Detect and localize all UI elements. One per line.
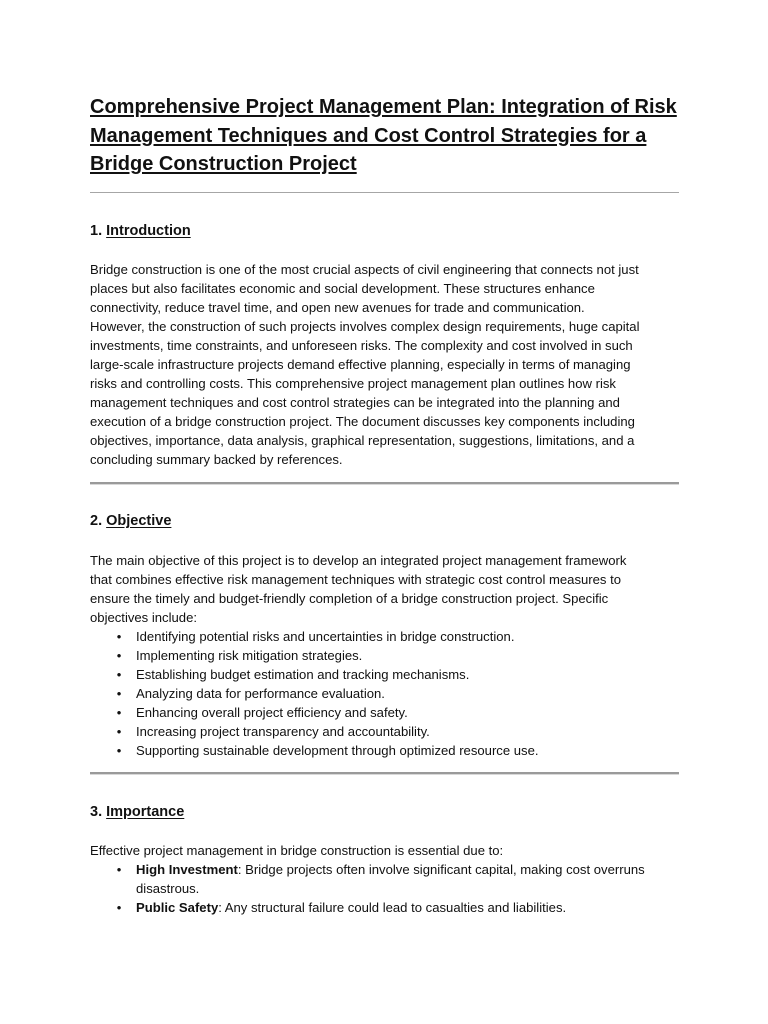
introduction-paragraph xyxy=(90,260,680,469)
section-heading-importance xyxy=(90,802,184,822)
objective-bullet-list xyxy=(90,627,680,760)
paragraph-line: Effective project management in bridge construction is essential due to: xyxy=(90,843,504,858)
section-number: 2. xyxy=(90,513,103,529)
bullet-icon: • xyxy=(116,743,122,758)
section-heading-introduction xyxy=(90,221,191,241)
bullet-icon: • xyxy=(116,648,122,663)
bullet-text: Increasing project transparency and accountability. xyxy=(136,724,430,739)
section-number: 1. xyxy=(90,223,103,239)
list-item xyxy=(90,684,680,703)
section-heading-objective xyxy=(90,511,171,531)
paragraph-line: large-scale infrastructure projects demand effective planning, especially in terms of managing xyxy=(90,357,631,372)
section-title: Importance xyxy=(106,804,185,820)
title-line: Management Techniques and Cost Control Strategies for a xyxy=(90,124,647,147)
section-title: Introduction xyxy=(106,223,191,239)
importance-paragraph xyxy=(90,841,680,860)
bullet-icon: • xyxy=(116,705,122,720)
list-item xyxy=(90,860,680,898)
paragraph-line: objectives, importance, data analysis, graphical representation, suggestions, limitations, and a xyxy=(90,433,635,448)
bullet-text: Establishing budget estimation and tracking mechanisms. xyxy=(136,667,470,682)
bullet-icon: • xyxy=(116,724,122,739)
title-divider xyxy=(90,192,679,193)
objective-paragraph xyxy=(90,551,680,627)
paragraph-line: that combines effective risk management techniques with strategic cost control measures to xyxy=(90,572,622,587)
list-item xyxy=(90,665,680,684)
bullet-term: High Investment xyxy=(136,862,238,877)
paragraph-line: risks and controlling costs. This comprehensive project management plan outlines how risk xyxy=(90,376,616,391)
list-item xyxy=(90,741,680,760)
list-item xyxy=(90,722,680,741)
bullet-term: Public Safety xyxy=(136,900,219,915)
section-title: Objective xyxy=(106,513,172,529)
list-item xyxy=(90,627,680,646)
bullet-icon: • xyxy=(116,629,122,644)
paragraph-line: places but also facilitates economic and social development. These structures enhance xyxy=(90,281,595,296)
bullet-text: Enhancing overall project efficiency and safety. xyxy=(136,705,408,720)
title-line: Bridge Construction Project xyxy=(90,153,357,175)
bullet-icon: • xyxy=(116,686,122,701)
bullet-text-continuation: disastrous. xyxy=(136,881,200,896)
section-divider xyxy=(90,772,679,774)
bullet-text xyxy=(136,898,680,917)
importance-bullet-list xyxy=(90,860,680,917)
list-item xyxy=(90,703,680,722)
paragraph-line: However, the construction of such projects involves complex design requirements, huge capital xyxy=(90,319,640,334)
paragraph-line: ensure the timely and budget-friendly completion of a bridge construction project. Specific xyxy=(90,591,609,606)
bullet-description: : Any structural failure could lead to casualties and liabilities. xyxy=(218,900,567,915)
document-title xyxy=(90,93,690,179)
paragraph-line: connectivity, reduce travel time, and open new avenues for trade and communication. xyxy=(90,300,585,315)
bullet-icon: • xyxy=(116,667,122,682)
paragraph-line: execution of a bridge construction project. The document discusses key components including xyxy=(90,414,635,429)
bullet-text xyxy=(136,860,680,879)
paragraph-line: The main objective of this project is to develop an integrated project management framework xyxy=(90,553,627,568)
bullet-text: Implementing risk mitigation strategies. xyxy=(136,648,363,663)
list-item xyxy=(90,646,680,665)
list-item xyxy=(90,898,680,917)
bullet-text: Identifying potential risks and uncertainties in bridge construction. xyxy=(136,629,515,644)
paragraph-line: Bridge construction is one of the most crucial aspects of civil engineering that connects not just xyxy=(90,262,639,277)
section-number: 3. xyxy=(90,804,103,820)
paragraph-line: investments, time constraints, and unforeseen risks. The complexity and cost involved in such xyxy=(90,338,633,353)
section-divider xyxy=(90,482,679,484)
bullet-description: : Bridge projects often involve significant capital, making cost overruns xyxy=(237,862,645,877)
bullet-icon: • xyxy=(116,900,122,915)
bullet-text: Analyzing data for performance evaluation. xyxy=(136,686,385,701)
bullet-icon: • xyxy=(116,862,122,877)
bullet-text: Supporting sustainable development through optimized resource use. xyxy=(136,743,539,758)
paragraph-line: concluding summary backed by references. xyxy=(90,452,343,467)
title-line: Comprehensive Project Management Plan: Integration of Risk xyxy=(90,96,677,118)
paragraph-line: management techniques and cost control strategies can be integrated into the planning and xyxy=(90,395,620,410)
paragraph-line: objectives include: xyxy=(90,610,197,625)
